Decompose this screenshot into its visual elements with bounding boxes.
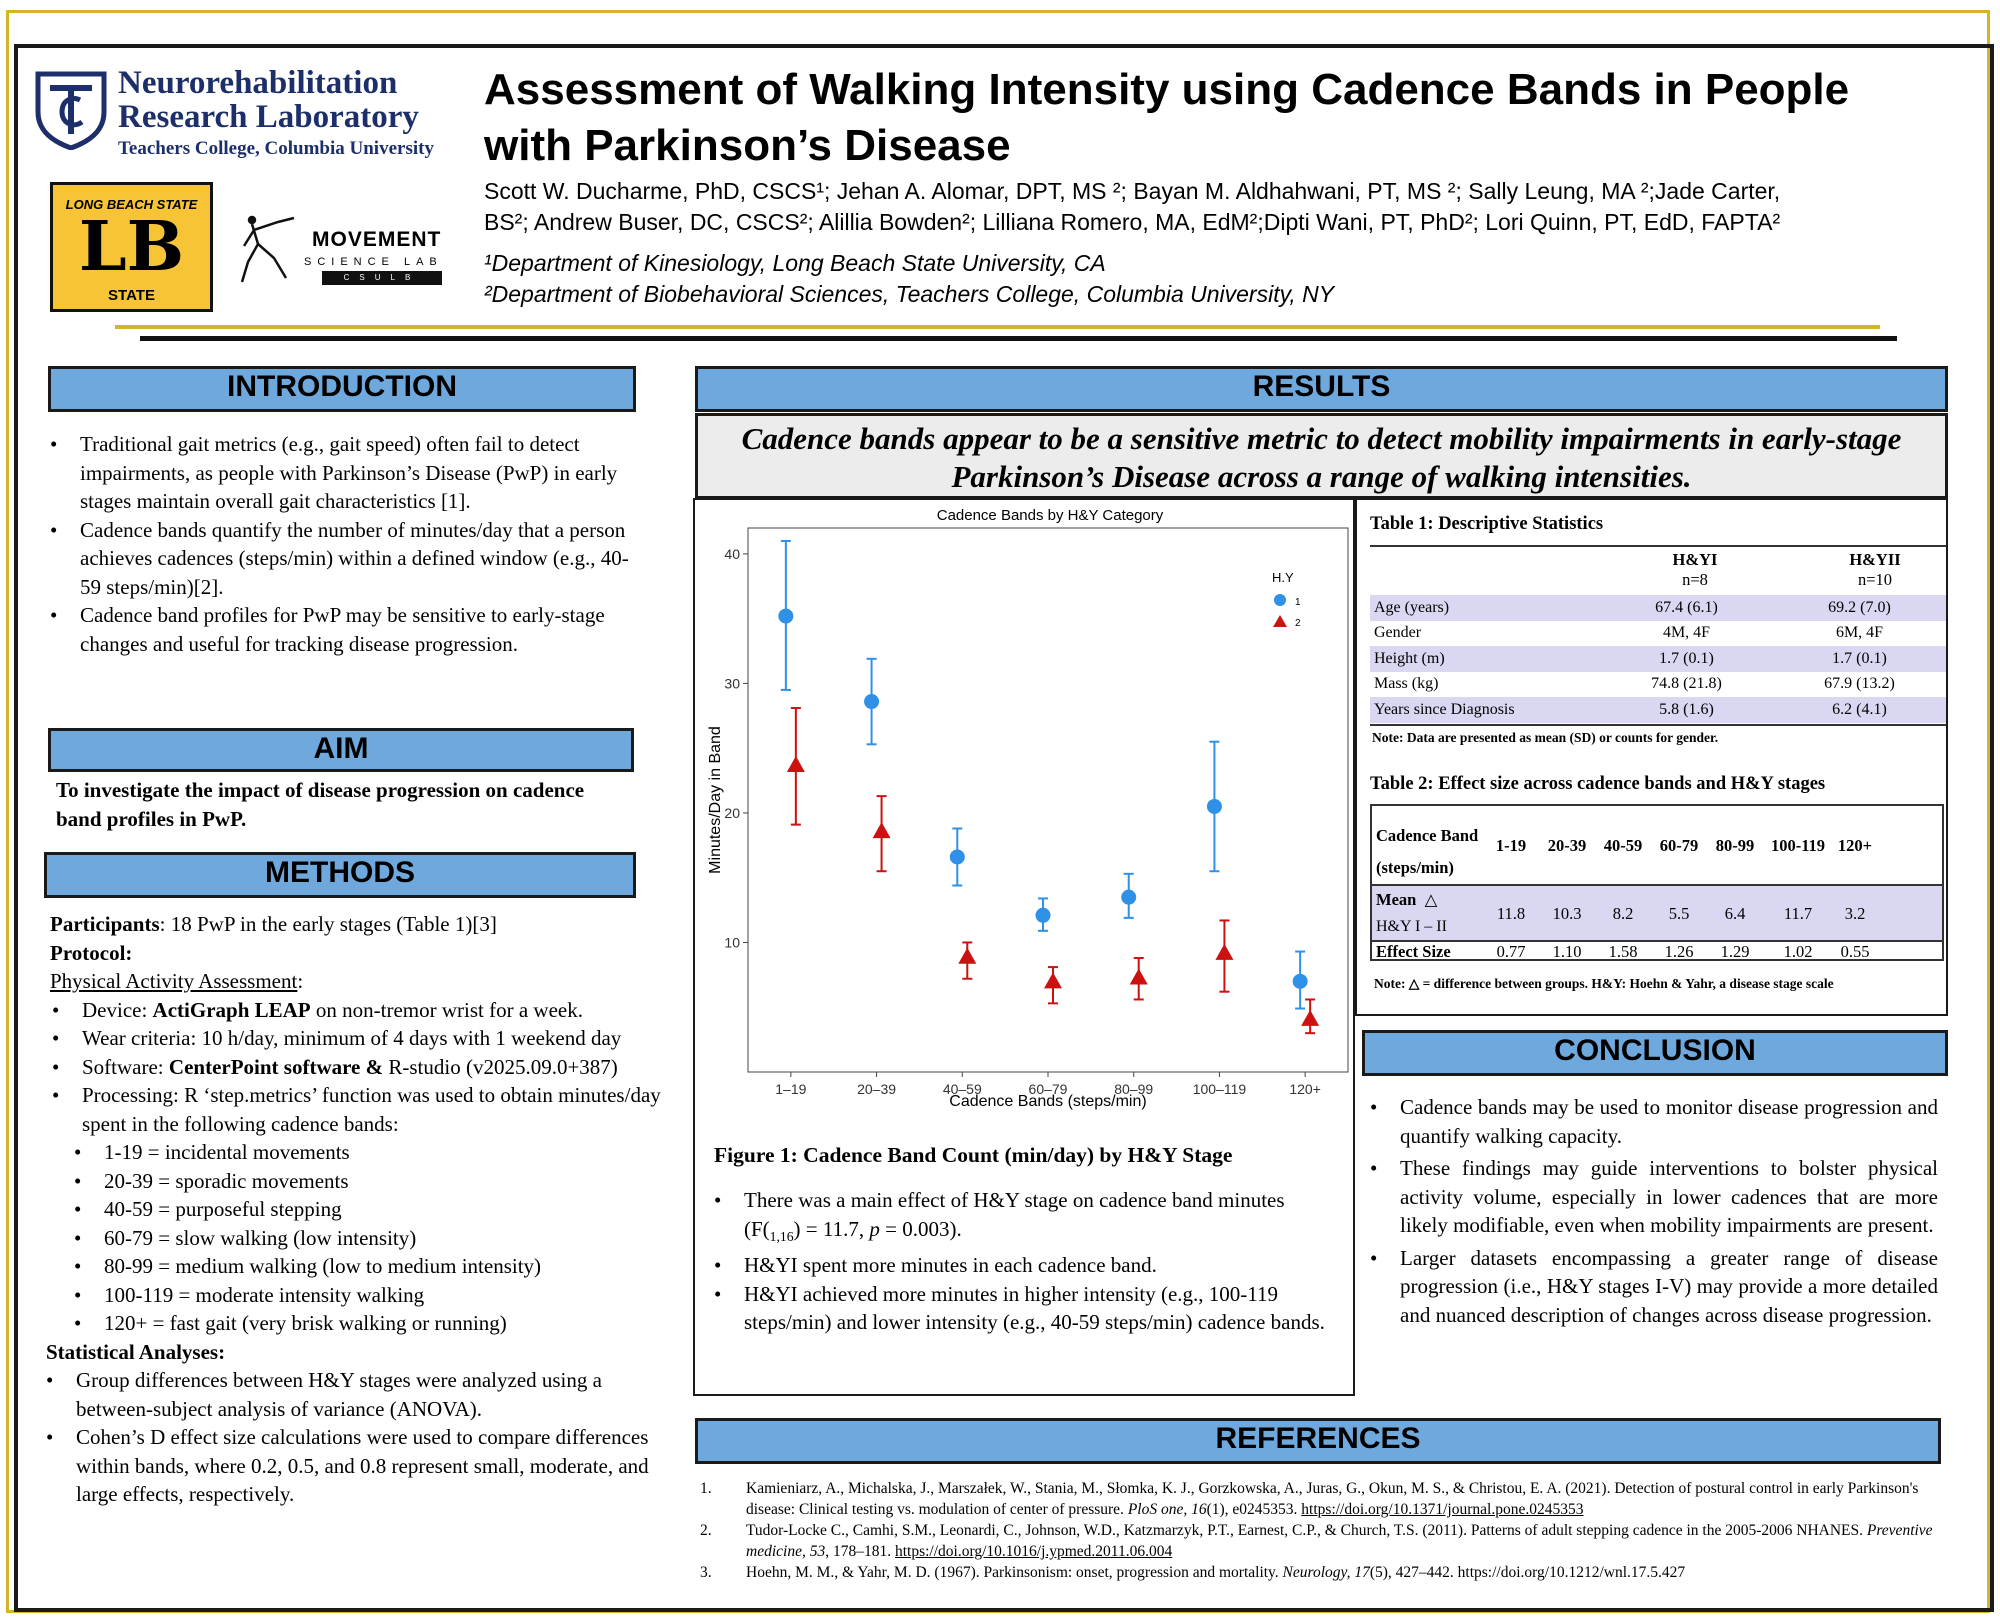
table2-frame: [1370, 804, 1944, 961]
y-tick-label: 30: [724, 675, 740, 692]
processing-bullet: • Processing: R ‘step.metrics’ function was used to obtain minutes/day spent in the following cadence bands:: [50, 1081, 680, 1138]
legend-label-series-2: 2: [1295, 618, 1301, 629]
intro-bullet-3: • Cadence band profiles for PwP may be sensitive to early-stage changes and useful for tracking disease progression.: [48, 601, 633, 658]
table1-cell: 67.4 (6.1): [1600, 595, 1773, 621]
finding1-p: p: [869, 1216, 880, 1241]
reference-journal: PloS one: [1127, 1501, 1184, 1518]
table1-cell: 6M, 4F: [1835, 624, 1884, 642]
legend-label-series-1: 1: [1295, 597, 1301, 608]
lab-name-line1: Neurorehabilitation: [118, 65, 398, 101]
table2-title: Table 2: Effect size across cadence bands and H&Y stages: [1370, 774, 1826, 794]
reference-number: 3.: [700, 1564, 712, 1581]
table2-band-head: 1-19: [1495, 836, 1527, 855]
table2-head-rule: [1372, 884, 1942, 886]
x-tick-label: 60–79: [1028, 1081, 1068, 1097]
intro-bullet-2: • Cadence bands quantify the number of minutes/day that a person achieves cadences (steps/min) within a defined window (e.g., 40-59 steps/min)[2].: [48, 516, 633, 602]
table2-head-line2: (steps/min): [1376, 858, 1454, 877]
chart-plot-area: [748, 528, 1348, 1072]
band-item: • 100-119 = moderate intensity walking: [50, 1281, 680, 1310]
table2-effect-cell: 1.29: [1720, 942, 1750, 961]
finding1-sub: 1,16: [769, 1228, 794, 1244]
table1-bottom-rule: [1370, 724, 1946, 726]
participants-label: Participants: [50, 912, 160, 936]
affiliations: [484, 248, 1334, 310]
data-point-series-1: [778, 609, 793, 624]
legend-title: H.Y: [1272, 570, 1294, 585]
lab-affiliation: Teachers College, Columbia University: [118, 138, 434, 159]
reference-number: 2.: [700, 1522, 712, 1539]
table2-mean-cell: 5.5: [1668, 904, 1690, 923]
tc-shield-logo-icon: [32, 68, 110, 150]
finding-bullet-2: • H&YI spent more minutes in each cadence band.: [712, 1251, 1342, 1280]
data-point-series-2: [1301, 1010, 1319, 1026]
figure-caption: Figure 1: Cadence Band Count (min/day) by H&Y Stage: [714, 1143, 1233, 1167]
table1-cell-label: Gender: [1374, 624, 1422, 642]
reference-link[interactable]: https://doi.org/10.1016/j.ypmed.2011.06.004: [894, 1543, 1173, 1560]
reference-volume: , 17: [1346, 1564, 1370, 1581]
movement-lab-subtitle: SCIENCE LAB: [304, 256, 443, 268]
reference-list: [700, 1478, 1940, 1583]
reference-number: 1.: [700, 1480, 712, 1497]
x-tick-label: 1–19: [775, 1081, 807, 1097]
reference-rest: (5), 427–442. https://doi.org/10.1212/wnl.17.5.427: [1369, 1564, 1686, 1581]
table1-cell-label: Mass (kg): [1374, 675, 1439, 693]
finding1-pre: There was a main effect of H&Y stage on cadence band minutes (F(: [744, 1188, 1285, 1241]
x-tick-label: 80–99: [1114, 1081, 1154, 1097]
lbs-logo-top-text: LONG BEACH STATE: [65, 197, 198, 212]
intro-bullet-1: • Traditional gait metrics (e.g., gait speed) often fail to detect impairments, as people with Parkinson’s Disease (PwP) in early stages maintain overall gait characteristics [1].: [48, 430, 633, 516]
table1-title: Table 1: Descriptive Statistics: [1370, 514, 1604, 534]
title-line1: Assessment of Walking Intensity using Cadence Bands in People: [484, 65, 1850, 114]
title-line2: with Parkinson’s Disease: [484, 121, 1011, 170]
reference-text: Hoehn, M. M., & Yahr, M. D. (1967). Parkinsonism: onset, progression and mortality.: [746, 1564, 1283, 1581]
reference-link[interactable]: https://doi.org/10.1371/journal.pone.0245353: [1301, 1501, 1584, 1518]
conclusion-bullet-3: • Larger datasets encompassing a greater range of disease progression (i.e., H&Y stages I-V) may provide a more detailed and nuanced description of changes across disease progression.: [1368, 1244, 1938, 1330]
authors-line1: Scott W. Ducharme, PhD, CSCS¹; Jehan A. Alomar, DPT, MS ²; Bayan M. Aldhahwani, PT, MS ²; Sally Leung, MA ²;Jade Carter,: [484, 178, 1781, 204]
table-row: [1370, 672, 1946, 698]
chart-marks: [778, 541, 1319, 1033]
y-tick-label: 20: [724, 804, 740, 821]
methods-body: [46, 910, 680, 1509]
table2-mean-cell: 10.3: [1552, 904, 1582, 923]
table2-mean-sub: H&Y I – II: [1376, 918, 1447, 935]
table2-mean-label: [1376, 890, 1437, 910]
chart-title: Cadence Bands by H&Y Category: [936, 507, 1164, 524]
y-axis: [724, 546, 748, 951]
table2-effect-cell: 1.58: [1608, 942, 1638, 961]
x-tick-label: 40–59: [942, 1081, 982, 1097]
band-item: • 60-79 = slow walking (low intensity): [50, 1224, 680, 1253]
conclusion-bullet-1: • Cadence bands may be used to monitor disease progression and quantify walking capacity.: [1368, 1093, 1938, 1150]
table1-cell-label: Years since Diagnosis: [1370, 697, 1600, 723]
table1-note: Note: Data are presented as mean (SD) or counts for gender.: [1372, 730, 1719, 745]
affiliation-2: ²Department of Biobehavioral Sciences, Teachers College, Columbia University, NY: [484, 281, 1335, 307]
table2-mean-cell: 11.8: [1496, 904, 1526, 923]
software-bullet: [50, 1053, 680, 1082]
table1-col1-head: H&YI: [1672, 550, 1718, 569]
lab-name-line2: Research Laboratory: [118, 99, 419, 135]
data-point-series-2: [787, 756, 805, 772]
methods-protocol-list: [50, 996, 680, 1139]
y-axis-label: Minutes/Day in Band: [707, 726, 724, 874]
band-item: • 80-99 = medium walking (low to medium intensity): [50, 1252, 680, 1281]
header-rule-gold: [115, 325, 1880, 329]
table2-effect-cell: 1.02: [1783, 942, 1813, 961]
table2-effect-cell: 0.77: [1496, 942, 1526, 961]
device-post: on non-tremor wrist for a week.: [310, 997, 583, 1022]
table2-mean-cell: 6.4: [1724, 904, 1746, 923]
header-rule-black: [140, 336, 1897, 341]
table2-es-label: Effect Size: [1376, 942, 1451, 961]
results-key-finding: [695, 413, 1948, 499]
results-heading: RESULTS: [695, 366, 1948, 412]
reference-journal: Preventive medicine: [746, 1522, 1933, 1560]
references-heading: REFERENCES: [695, 1418, 1941, 1464]
movement-figure-icon: [238, 212, 298, 284]
software-pre: Software:: [82, 1054, 169, 1079]
reference-rest: (1), e0245353.: [1206, 1501, 1302, 1518]
table1-cell: 4M, 4F: [1662, 624, 1711, 642]
table2-band-head: 100-119: [1770, 836, 1826, 855]
table2-mean-cell: 3.2: [1844, 904, 1866, 923]
stats-list: [44, 1366, 680, 1509]
finding1-post: = 0.003).: [879, 1216, 962, 1241]
table2-note: Note: △ = difference between groups. H&Y: Hoehn & Yahr, a disease stage scale: [1374, 976, 1834, 991]
y-tick-label: 40: [724, 545, 740, 562]
participants-text: : 18 PwP in the early stages (Table 1)[3]: [159, 912, 497, 936]
cadence-chart: [700, 502, 1352, 1114]
stats-label: Statistical Analyses:: [46, 1339, 226, 1364]
affiliation-1: ¹Department of Kinesiology, Long Beach State University, CA: [484, 250, 1106, 276]
reference-item: [700, 1520, 1940, 1562]
data-point-series-2: [958, 948, 976, 964]
data-point-series-2: [1215, 944, 1233, 960]
delta-symbol: △: [1424, 890, 1438, 909]
aim-heading: AIM: [48, 728, 634, 772]
reference-volume: , 53: [801, 1543, 826, 1560]
table1-col2-head: H&YII: [1849, 550, 1901, 569]
finding-bullet-1: [712, 1186, 1342, 1251]
long-beach-state-logo: [50, 182, 213, 312]
table-row: [1370, 646, 1946, 672]
device-pre: Device:: [82, 997, 153, 1022]
pa-assessment-line: [50, 967, 680, 996]
conclusion-bullet-2: • These findings may guide interventions to bolster physical activity volume, especially in lower cadences that are more likely modifiable, even when mobility impairments are present.: [1368, 1154, 1938, 1240]
table1-cell: 69.2 (7.0): [1773, 595, 1946, 621]
table-row: [1370, 621, 1946, 647]
table1-col2-n: n=10: [1857, 570, 1893, 589]
table2-mean-cell: 11.7: [1783, 904, 1813, 923]
band-item: • 40-59 = purposeful stepping: [50, 1195, 680, 1224]
x-axis-label: Cadence Bands (steps/min): [949, 1093, 1147, 1110]
legend-marker-series-1: [1274, 594, 1286, 606]
device-bold: ActiGraph LEAP: [152, 997, 311, 1022]
table1-cell: 5.8 (1.6): [1600, 697, 1773, 723]
table1-cell: 67.9 (13.2): [1824, 675, 1895, 693]
key-finding-line2: Parkinson’s Disease across a range of walking intensities.: [951, 459, 1692, 494]
band-item: • 1-19 = incidental movements: [50, 1138, 680, 1167]
movement-lab-word: MOVEMENT: [312, 228, 442, 251]
table-row: [1370, 697, 1946, 723]
table2-head-label: [1376, 820, 1478, 884]
movement-lab-bar: CSULB: [322, 271, 442, 285]
table2-effect-cell: 0.55: [1840, 942, 1870, 961]
band-item: • 120+ = fast gait (very brisk walking or running): [50, 1309, 680, 1338]
table1-cell: 74.8 (21.8): [1651, 675, 1722, 693]
data-point-series-1: [1121, 890, 1136, 905]
finding-bullet-3: • H&YI achieved more minutes in higher intensity (e.g., 100-119 steps/min) and lower intensity (e.g., 40-59 steps/min) cadence bands.: [712, 1280, 1342, 1337]
protocol-label: Protocol:: [50, 940, 133, 965]
x-tick-label: 100–119: [1192, 1081, 1247, 1097]
pa-assessment-colon: :: [297, 969, 304, 993]
table2-head-line1: Cadence Band: [1376, 826, 1479, 845]
data-point-series-2: [873, 822, 891, 838]
data-point-series-2: [1044, 972, 1062, 988]
table-row: [1370, 595, 1946, 621]
data-point-series-1: [1207, 799, 1222, 814]
table1-cell: 6.2 (4.1): [1773, 697, 1946, 723]
x-tick-label: 20–39: [857, 1081, 897, 1097]
data-point-series-2: [1130, 968, 1148, 984]
table1-cell: 1.7 (0.1): [1773, 646, 1946, 672]
introduction-list: [48, 430, 633, 658]
stats-bullet-2: • Cohen’s D effect size calculations were used to compare differences within bands, where 0.2, 0.5, and 0.8 represent small, moderate, and large effects, respectively.: [44, 1423, 680, 1509]
lab-name: [118, 66, 419, 134]
data-point-series-1: [1036, 908, 1051, 923]
data-point-series-1: [1293, 974, 1308, 989]
table2-band-head: 60-79: [1659, 836, 1699, 855]
figure-findings-list: [712, 1186, 1342, 1337]
table1-cell: 1.7 (0.1): [1600, 646, 1773, 672]
reference-text: Tudor-Locke C., Camhi, S.M., Leonardi, C., Johnson, W.D., Katzmarzyk, P.T., Earnest, C.P., & Church, T.S. (2011). Patterns of adult stepping cadence in the 2005-2006 NHANES.: [746, 1522, 1867, 1539]
reference-volume: , 16: [1183, 1501, 1207, 1518]
methods-heading: METHODS: [44, 852, 636, 898]
conclusion-heading: CONCLUSION: [1362, 1030, 1948, 1076]
table2-band-head: 80-99: [1715, 836, 1755, 855]
table1-col1-n: n=8: [1682, 570, 1708, 589]
authors-line2: BS²; Andrew Buser, DC, CSCS²; Alillia Bowden²; Lilliana Romero, MA, EdM²;Dipti Wani, PT, PhD²; Lori Quinn, PT, EdD, FAPTA²: [484, 209, 1781, 235]
finding1-mid: ) = 11.7,: [793, 1216, 870, 1241]
pa-assessment-label: Physical Activity Assessment: [50, 969, 298, 993]
wear-bullet: • Wear criteria: 10 h/day, minimum of 4 days with 1 weekend day: [50, 1024, 680, 1053]
table1: [1370, 595, 1946, 723]
table2-mean-cell: 8.2: [1612, 904, 1634, 923]
table2-effect-cell: 1.26: [1664, 942, 1694, 961]
data-point-series-1: [950, 849, 965, 864]
table2-band-head: 120+: [1837, 836, 1873, 855]
table1-top-rule: [1370, 545, 1946, 547]
table2-mean-word: Mean: [1376, 890, 1417, 909]
reference-journal: Neurology: [1282, 1564, 1347, 1581]
software-bold: CenterPoint software &: [168, 1054, 384, 1079]
author-list: [484, 176, 1974, 238]
table2-band-head: 40-59: [1603, 836, 1643, 855]
cadence-band-list: [50, 1138, 680, 1338]
device-bullet: [50, 996, 680, 1025]
poster-title: [484, 62, 1974, 174]
legend-marker-series-2: [1273, 615, 1287, 627]
lbs-logo-bottom-text: STATE: [108, 287, 155, 304]
introduction-heading: INTRODUCTION: [48, 366, 636, 412]
participants-line: [50, 910, 680, 939]
x-tick-label: 120+: [1289, 1081, 1321, 1097]
band-item: • 20-39 = sporadic movements: [50, 1167, 680, 1196]
key-finding-line1: Cadence bands appear to be a sensitive metric to detect mobility impairments in early-stage: [741, 421, 1902, 456]
data-point-series-1: [864, 694, 879, 709]
table1-cell-label: Age (years): [1370, 595, 1600, 621]
reference-rest: , 178–181.: [825, 1543, 895, 1560]
aim-text: To investigate the impact of disease progression on cadence band profiles in PwP.: [56, 778, 585, 831]
reference-item: [700, 1478, 1940, 1520]
lbs-logo-mark: LB: [78, 207, 185, 287]
table1-cell-label: Height (m): [1370, 646, 1600, 672]
reference-item: [700, 1562, 1940, 1583]
table2-band-head: 20-39: [1547, 836, 1587, 855]
chart-legend: [1272, 570, 1301, 629]
software-post: R-studio (v2025.09.0+387): [383, 1054, 618, 1079]
stats-bullet-1: • Group differences between H&Y stages were analyzed using a between-subject analysis of variance (ANOVA).: [44, 1366, 680, 1423]
y-tick-label: 10: [724, 934, 740, 951]
conclusion-list: [1368, 1093, 1938, 1329]
reference-text: Kamieniarz, A., Michalska, J., Marszałek, W., Stania, M., Słomka, K. J., Gorzkowska, A., Juras, G., Okun, M. S., & Christou, E. A. (2021). Detection of postural control in early Parkinson's disease: Clinical testing vs. modulation of center of pressure.: [746, 1480, 1919, 1518]
table2-effect-cell: 1.10: [1552, 942, 1582, 961]
